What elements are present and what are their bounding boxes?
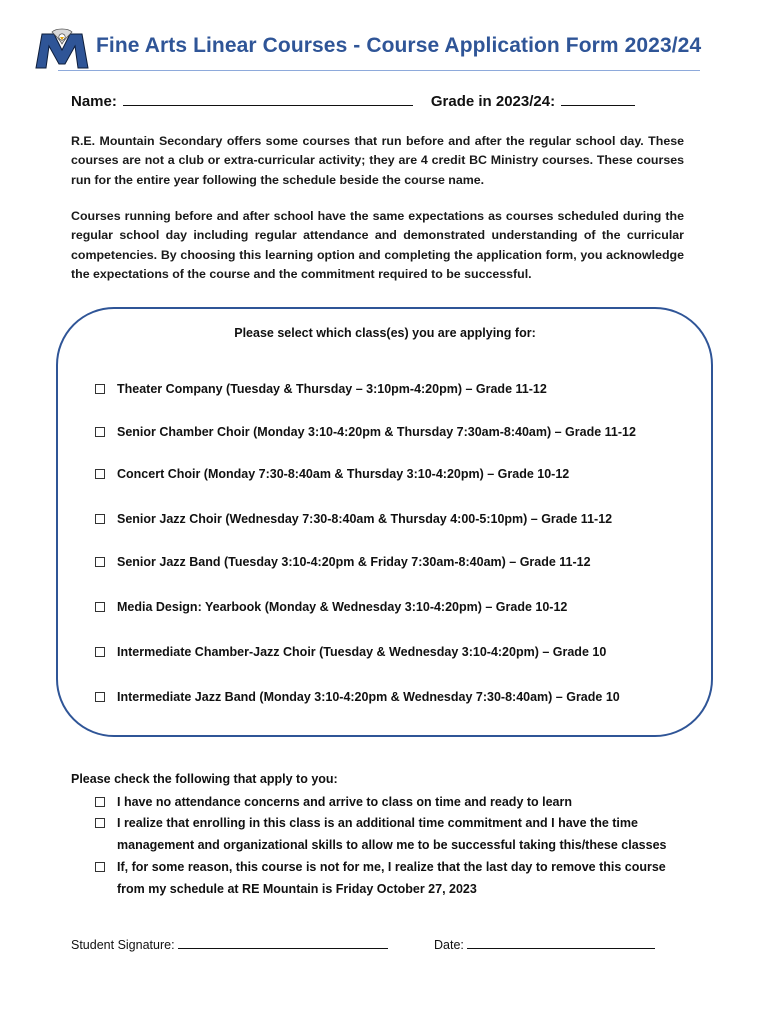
acknowledgement-label: If, for some reason, this course is not for me, I realize that the last day to remove this course (117, 860, 666, 874)
course-option[interactable] (95, 425, 636, 439)
course-option[interactable] (95, 645, 606, 659)
course-option[interactable] (95, 512, 612, 526)
course-label: Media Design: Yearbook (Monday & Wednesday 3:10-4:20pm) – Grade 10-12 (117, 600, 568, 614)
course-label: Intermediate Chamber-Jazz Choir (Tuesday & Wednesday 3:10-4:20pm) – Grade 10 (117, 645, 607, 659)
intro-paragraph-1: R.E. Mountain Secondary offers some courses that run before and after the regular school day. These courses are not a club or extra-curricular activity; they are 4 credit BC Ministry courses. These courses run for the entire year following the schedule beside the course name. (71, 134, 684, 187)
course-option[interactable] (95, 555, 591, 569)
checkbox[interactable] (95, 862, 105, 872)
acknowledgement-label-continued: management and organizational skills to allow me to be successful taking this/these classes (117, 838, 667, 852)
name-field[interactable] (123, 104, 413, 106)
checkbox[interactable] (95, 692, 105, 702)
name-grade-row (71, 93, 641, 110)
checkbox[interactable] (95, 427, 105, 437)
course-label: Concert Choir (Monday 7:30-8:40am & Thursday 3:10-4:20pm) – Grade 10-12 (117, 467, 570, 481)
acknowledgement-label: I have no attendance concerns and arrive to class on time and ready to learn (117, 795, 573, 809)
student-signature-row (71, 938, 388, 952)
course-label: Senior Jazz Choir (Wednesday 7:30-8:40am & Thursday 4:00-5:10pm) – Grade 11-12 (117, 512, 613, 526)
checkbox[interactable] (95, 469, 105, 479)
checkbox[interactable] (95, 384, 105, 394)
student-signature-field[interactable] (178, 947, 388, 949)
date-field[interactable] (467, 947, 655, 949)
course-option[interactable] (95, 467, 569, 481)
course-selection-heading: Please select which class(es) you are applying for: (234, 326, 536, 340)
title-divider (58, 70, 700, 71)
date-row (434, 938, 655, 952)
mountain-eagle-logo-icon (34, 28, 90, 70)
grade-label: Grade in 2023/24: (430, 93, 556, 110)
course-option[interactable] (95, 382, 547, 396)
acknowledgement-label-continued: from my schedule at RE Mountain is Friday October 27, 2023 (117, 882, 477, 896)
student-signature-label: Student Signature: (71, 938, 175, 952)
date-label: Date: (434, 938, 464, 952)
course-label: Theater Company (Tuesday & Thursday – 3:10pm-4:20pm) – Grade 11-12 (117, 382, 547, 396)
form-title: Fine Arts Linear Courses - Course Application Form 2023/24 (96, 34, 702, 57)
name-label: Name: (71, 93, 117, 110)
checkbox[interactable] (95, 818, 105, 828)
course-label: Senior Jazz Band (Tuesday 3:10-4:20pm & Friday 7:30am-8:40am) – Grade 11-12 (117, 555, 591, 569)
course-option[interactable] (95, 690, 620, 704)
acknowledgement-label: I realize that enrolling in this class is an additional time commitment and I have the time (117, 816, 638, 830)
checkbox[interactable] (95, 647, 105, 657)
grade-field[interactable] (561, 104, 635, 106)
acknowledgement-option[interactable] (95, 816, 638, 830)
checkbox[interactable] (95, 602, 105, 612)
course-label: Senior Chamber Choir (Monday 3:10-4:20pm & Thursday 7:30am-8:40am) – Grade 11-12 (117, 425, 636, 439)
checkbox[interactable] (95, 797, 105, 807)
course-option[interactable] (95, 600, 567, 614)
checkbox[interactable] (95, 557, 105, 567)
acknowledgement-option[interactable] (95, 860, 666, 874)
acknowledgements-heading: Please check the following that apply to you: (71, 772, 338, 786)
checkbox[interactable] (95, 514, 105, 524)
course-label: Intermediate Jazz Band (Monday 3:10-4:20pm & Wednesday 7:30-8:40am) – Grade 10 (117, 690, 620, 704)
intro-paragraph-2: Courses running before and after school have the same expectations as courses scheduled during the regular school day including regular attendance and demonstrated understanding of the curricular competencies. By choosing this learning option and completing the application form, you acknowledge the expectations of the course and the commitment required to be successful. (71, 209, 684, 281)
acknowledgement-option[interactable] (95, 795, 572, 809)
